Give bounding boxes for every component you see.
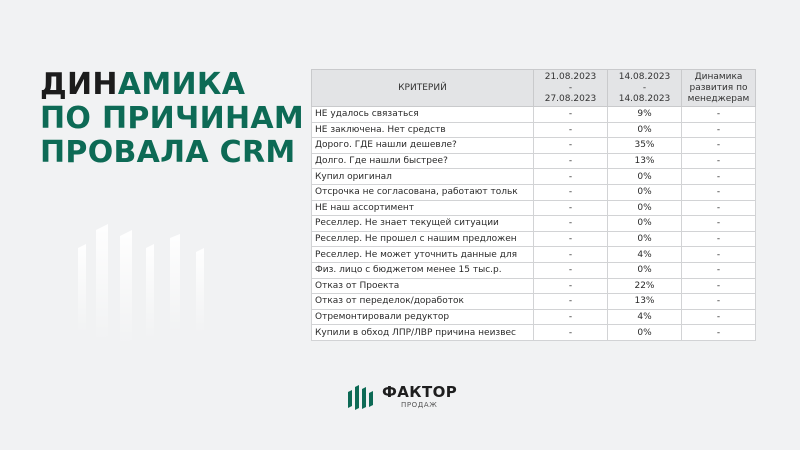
cell-criterion: Отсрочка не согласована, работают тольк bbox=[312, 184, 534, 200]
header-period-2 bbox=[608, 70, 682, 107]
header-period-2-start: 14.08.2023 bbox=[618, 71, 671, 82]
header-dynamics-line-2: развития по bbox=[689, 82, 748, 93]
cell-dynamics: - bbox=[682, 231, 756, 247]
table-row bbox=[312, 122, 756, 138]
title-line-2: ПО ПРИЧИНАМ bbox=[40, 101, 305, 136]
cell-criterion: Отказ от переделок/доработок bbox=[312, 294, 534, 310]
cell-dynamics: - bbox=[682, 138, 756, 154]
table-row bbox=[312, 200, 756, 216]
cell-period-1: - bbox=[534, 153, 608, 169]
cell-criterion: НЕ наш ассортимент bbox=[312, 200, 534, 216]
cell-dynamics: - bbox=[682, 262, 756, 278]
cell-period-1: - bbox=[534, 122, 608, 138]
cell-period-2: 0% bbox=[608, 184, 682, 200]
cell-criterion: Реселлер. Не прошел с нашим предложен bbox=[312, 231, 534, 247]
cell-period-1: - bbox=[534, 184, 608, 200]
cell-period-1: - bbox=[534, 169, 608, 185]
table-row bbox=[312, 247, 756, 263]
cell-period-2: 0% bbox=[608, 231, 682, 247]
cell-period-1: - bbox=[534, 294, 608, 310]
crm-failure-table bbox=[311, 69, 755, 341]
header-dynamics-line-1: Динамика bbox=[694, 71, 743, 82]
table-row bbox=[312, 231, 756, 247]
page-title bbox=[40, 68, 304, 170]
cell-period-2: 4% bbox=[608, 247, 682, 263]
cell-period-2: 22% bbox=[608, 278, 682, 294]
logo-name: ФАКТОР bbox=[382, 383, 458, 401]
cell-dynamics: - bbox=[682, 184, 756, 200]
cell-dynamics: - bbox=[682, 122, 756, 138]
title-line-1 bbox=[40, 68, 304, 102]
cell-period-2: 35% bbox=[608, 138, 682, 154]
cell-criterion: Реселлер. Не знает текущей ситуации bbox=[312, 216, 534, 232]
table-row bbox=[312, 262, 756, 278]
cell-period-1: - bbox=[534, 231, 608, 247]
logo-subtitle: ПРОДАЖ bbox=[401, 401, 438, 409]
cell-dynamics: - bbox=[682, 294, 756, 310]
cell-period-1: - bbox=[534, 138, 608, 154]
cell-period-2: 0% bbox=[608, 200, 682, 216]
table-row bbox=[312, 309, 756, 325]
cell-period-1: - bbox=[534, 200, 608, 216]
cell-period-2: 13% bbox=[608, 294, 682, 310]
cell-period-1: - bbox=[534, 262, 608, 278]
bars-logo-icon bbox=[346, 382, 378, 412]
title-line-1-green: АМИКА bbox=[117, 67, 246, 102]
title-line-3: ПРОВАЛА CRM bbox=[40, 135, 296, 170]
cell-dynamics: - bbox=[682, 169, 756, 185]
title-line-1-dark: ДИН bbox=[40, 67, 118, 102]
cell-dynamics: - bbox=[682, 153, 756, 169]
cell-period-2: 0% bbox=[608, 122, 682, 138]
cell-criterion: Купили в обход ЛПР/ЛВР причина неизвес bbox=[312, 325, 534, 341]
cell-period-1: - bbox=[534, 325, 608, 341]
cell-period-2: 0% bbox=[608, 262, 682, 278]
cell-period-2: 0% bbox=[608, 216, 682, 232]
cell-period-1: - bbox=[534, 309, 608, 325]
data-table bbox=[311, 69, 756, 341]
cell-criterion: Физ. лицо с бюджетом менее 15 тыс.р. bbox=[312, 262, 534, 278]
cell-dynamics: - bbox=[682, 325, 756, 341]
table-row bbox=[312, 153, 756, 169]
header-period-1-sep: - bbox=[568, 82, 573, 93]
header-period-1-end: 27.08.2023 bbox=[544, 93, 597, 104]
cell-period-2: 0% bbox=[608, 325, 682, 341]
cell-dynamics: - bbox=[682, 107, 756, 123]
cell-dynamics: - bbox=[682, 309, 756, 325]
cell-period-2: 9% bbox=[608, 107, 682, 123]
table-header-row bbox=[312, 70, 756, 107]
header-period-1-start: 21.08.2023 bbox=[544, 71, 597, 82]
cell-criterion: НЕ удалось связаться bbox=[312, 107, 534, 123]
cell-criterion: Реселлер. Не может уточнить данные для bbox=[312, 247, 534, 263]
header-period-1 bbox=[534, 70, 608, 107]
cell-period-1: - bbox=[534, 216, 608, 232]
table-row bbox=[312, 184, 756, 200]
cell-criterion: Дорого. ГДЕ нашли дешевле? bbox=[312, 138, 534, 154]
cell-period-1: - bbox=[534, 107, 608, 123]
cell-dynamics: - bbox=[682, 278, 756, 294]
table-row bbox=[312, 107, 756, 123]
table-row bbox=[312, 325, 756, 341]
cell-dynamics: - bbox=[682, 247, 756, 263]
cell-dynamics: - bbox=[682, 200, 756, 216]
table-row bbox=[312, 216, 756, 232]
cell-criterion: Долго. Где нашли быстрее? bbox=[312, 153, 534, 169]
cell-period-2: 4% bbox=[608, 309, 682, 325]
header-dynamics-line-3: менеджерам bbox=[687, 93, 750, 104]
table-row bbox=[312, 169, 756, 185]
cell-dynamics: - bbox=[682, 216, 756, 232]
cell-period-2: 0% bbox=[608, 169, 682, 185]
cell-period-1: - bbox=[534, 247, 608, 263]
cell-criterion: Отремонтировали редуктор bbox=[312, 309, 534, 325]
cell-criterion: Отказ от Проекта bbox=[312, 278, 534, 294]
cell-criterion: НЕ заключена. Нет средств bbox=[312, 122, 534, 138]
cell-period-1: - bbox=[534, 278, 608, 294]
header-criterion: КРИТЕРИЙ bbox=[312, 70, 534, 107]
header-period-2-end: 14.08.2023 bbox=[618, 93, 671, 104]
cell-period-2: 13% bbox=[608, 153, 682, 169]
header-dynamics bbox=[682, 70, 756, 107]
table-row bbox=[312, 138, 756, 154]
cell-criterion: Купил оригинал bbox=[312, 169, 534, 185]
table-row bbox=[312, 294, 756, 310]
table-row bbox=[312, 278, 756, 294]
header-period-2-sep: - bbox=[642, 82, 647, 93]
